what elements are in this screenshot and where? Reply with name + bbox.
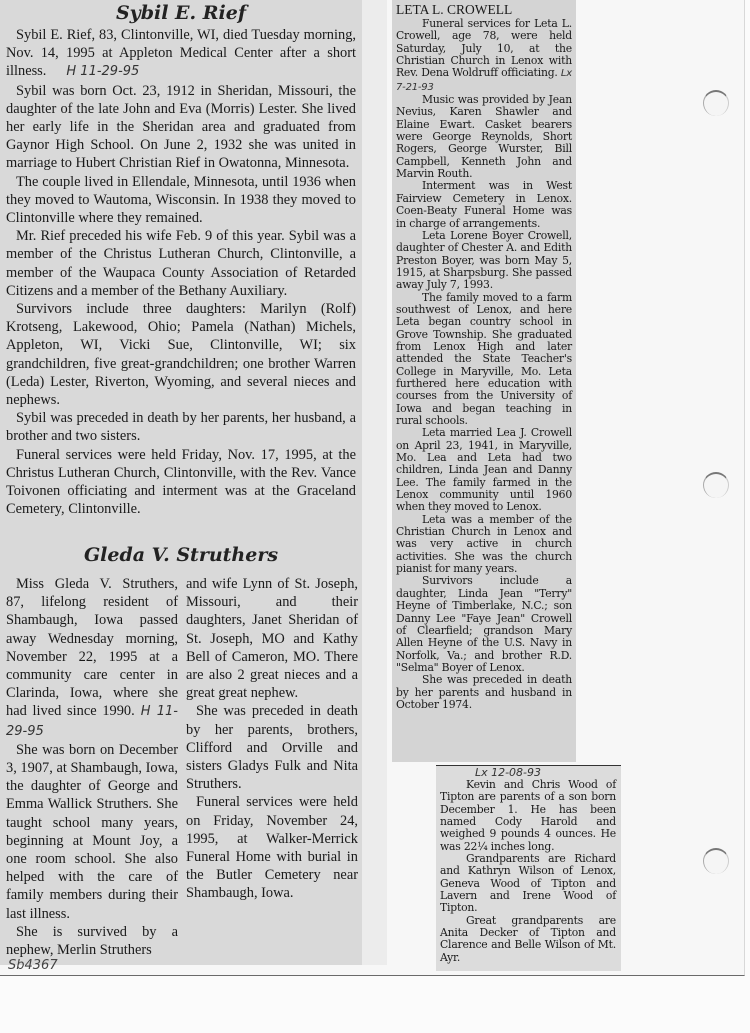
paragraph: Survivors include three daughters: Marilyn (Rolf) Krotseng, Lakewood, Ohio; Pamela (Nathan) Michels, Appleton, WI, Vicki Sue, Clintonville, WI; six grandchildren, five great-grandchildren; one brother Warren (Leda) Lester, Riverton, Wyoming, and several nieces and nephews. xyxy=(6,301,356,409)
paragraph: The couple lived in Ellendale, Minnesota, until 1936 when they moved to Wautoma, Wisconsin. In 1938 they moved to Clintonville where they remained. xyxy=(6,173,356,227)
paragraph: Sybil E. Rief, 83, Clintonville, WI, died Tuesday morning, Nov. 14, 1995 at Appleton Medical Center after a short illness. H 11-29-95 xyxy=(6,27,356,80)
obituary-column-1 xyxy=(6,575,178,959)
obituary-leta-crowell xyxy=(396,2,572,711)
obituary-sybil-rief xyxy=(6,2,356,518)
obituary-title: Sybil E. Rief xyxy=(115,2,247,24)
obituary-title: LETA L. CROWELL xyxy=(396,2,513,17)
obituary-column-2 xyxy=(186,575,358,903)
paragraph: Funeral services were held Friday, Nov. 17, 1995, at the Christus Lutheran Church, Clintonville, with the Rev. Vance Toivonen officiating and interment was at the Graceland Cemetery, Clintonville. xyxy=(6,446,356,518)
paragraph: Leta Lorene Boyer Crowell, daughter of Chester A. and Edith Preston Boyer, was born May 5, 1915, at Sharpsburg. She passed away July 7, 1993. xyxy=(396,228,572,292)
paragraph: Sybil was born Oct. 23, 1912 in Sheridan, Missouri, the daughter of the late John and Eva (Morris) Lester. She lived her early life in the Sheridan area and graduated from Gaynor High School. On June 2, 1932 she was united in marriage to Hubert Christian Rief in Owatonna, Minnesota. xyxy=(6,82,356,172)
paragraph: Interment was in West Fairview Cemetery in Lenox. Coen-Beaty Funeral Home was in charge of arrangements. xyxy=(396,179,572,230)
paragraph: The family moved to a farm southwest of Lenox, and here Leta began country school in Grove Township. She graduated from Lenox High and later attended the State Teacher's College in Maryville, Mo. Leta furthered here education with courses from the University of Iowa and began teaching in rural schools. xyxy=(396,290,572,427)
clipping-leta-crowell xyxy=(392,0,576,762)
hole-punch-icon xyxy=(703,90,729,116)
paragraph: She was preceded in death by her parents, brothers, Clifford and Orville and sisters Gladys Fulk and Nita Struthers. xyxy=(186,703,358,793)
paragraph: Music was provided by Jean Nevius, Karen Shawler and Elaine Ewart. Casket bearers were George Reynolds, Short Rogers, George Wurster, Bill Campbell, Kenneth John and Marvin Routh. xyxy=(396,93,572,181)
paragraph: Sybil was preceded in death by her parents, her husband, a brother and two sisters. xyxy=(6,410,356,445)
obituary-title: Gleda V. Struthers xyxy=(83,544,279,566)
clipping-margin xyxy=(362,0,387,965)
paragraph: She was born on December 3, 1907, at Shambaugh, Iowa, the daughter of George and Emma Wallick Struthers. She taught school many years, beginning at Mount Joy, a one room school. She also helped with the care of family members during their last illness. xyxy=(6,741,178,922)
paragraph: Survivors include a daughter, Linda Jean "Terry" Heyne of Timberlake, N.C.; son Danny Lee "Faye Jean" Crowell of Clearfield; grandson Mary Allen Heyne of the U.S. Navy in Norfolk, Va.; and brother R.D. "Selma" Boyer of Lenox. xyxy=(396,574,572,674)
hole-punch-icon xyxy=(703,472,729,498)
paragraph: Great grandparents are Anita Decker of Tipton and Clarence and Belle Wilson of Mt. Ayr. xyxy=(440,913,616,964)
handwritten-note: H 11-29-95 xyxy=(6,704,178,739)
clipping-birth-announcement xyxy=(436,765,621,971)
handwritten-note: Lx 12-08-93 xyxy=(474,766,542,779)
paragraph: She is survived by a nephew, Merlin Struthers xyxy=(6,923,178,959)
paragraph: Kevin and Chris Wood of Tipton are parents of a son born December 1. He has been named Cody Harold and weighed 9 pounds 4 ounces. He was 22¼ inches long. xyxy=(440,778,616,853)
paragraph: Grandparents are Richard and Kathryn Wilson of Lenox, Geneva Wood of Tipton and Lavern and Irene Wood of Tipton. xyxy=(440,852,616,915)
birth-announcement xyxy=(440,766,616,964)
paragraph: and wife Lynn of St. Joseph, Missouri, and their daughters, Janet Sheridan of St. Joseph, MO and Kathy Bell of Cameron, MO. There are also 2 great nieces and a great great nephew. xyxy=(186,576,358,702)
reference-number: Sb4367 xyxy=(8,958,58,973)
paragraph: Leta was a member of the Christian Church in Lenox and was very active in church activities. She was the church pianist for many years. xyxy=(396,512,572,576)
paragraph: Leta married Lea J. Crowell on April 23, 1941, in Maryville, Mo. Lea and Leta had two children, Linda Jean and Danny Lee. The family farmed in the Lenox community until 1960 when they moved to Lenox. xyxy=(396,426,572,514)
paragraph: Miss Gleda V. Struthers, 87, lifelong resident of Shambaugh, Iowa passed away Wednesday morning, November 22, 1995 at a community care center in Clarinda, Iowa, where she had lived since 1990. H 11-29-95 xyxy=(6,576,178,739)
paragraph: Funeral services for Leta L. Crowell, age 78, were held Saturday, July 10, at the Christian Church in Lenox with Rev. Dena Woldruff officiating. Lx 7-21-93 xyxy=(396,17,572,93)
handwritten-note: H 11-29-95 xyxy=(66,64,140,80)
handwritten-note: Lx 7-21-93 xyxy=(396,68,572,93)
hole-punch-icon xyxy=(703,848,729,874)
paragraph: She was preceded in death by her parents and husband in October 1974. xyxy=(396,673,572,711)
clipping-rief-struthers xyxy=(0,0,362,965)
obituary-gleda-struthers-header xyxy=(6,544,356,566)
paragraph: Funeral services were held on Friday, November 24, 1995, at Walker-Merrick Funeral Home with burial in the Butler Cemetery near Shambaugh, Iowa. xyxy=(186,794,358,902)
paragraph: Mr. Rief preceded his wife Feb. 9 of this year. Sybil was a member of the Christus Lutheran Church, Clintonville, a member of the Waupaca County Association of Retarded Citizens and a member of the Bethany Auxiliary. xyxy=(6,228,356,299)
